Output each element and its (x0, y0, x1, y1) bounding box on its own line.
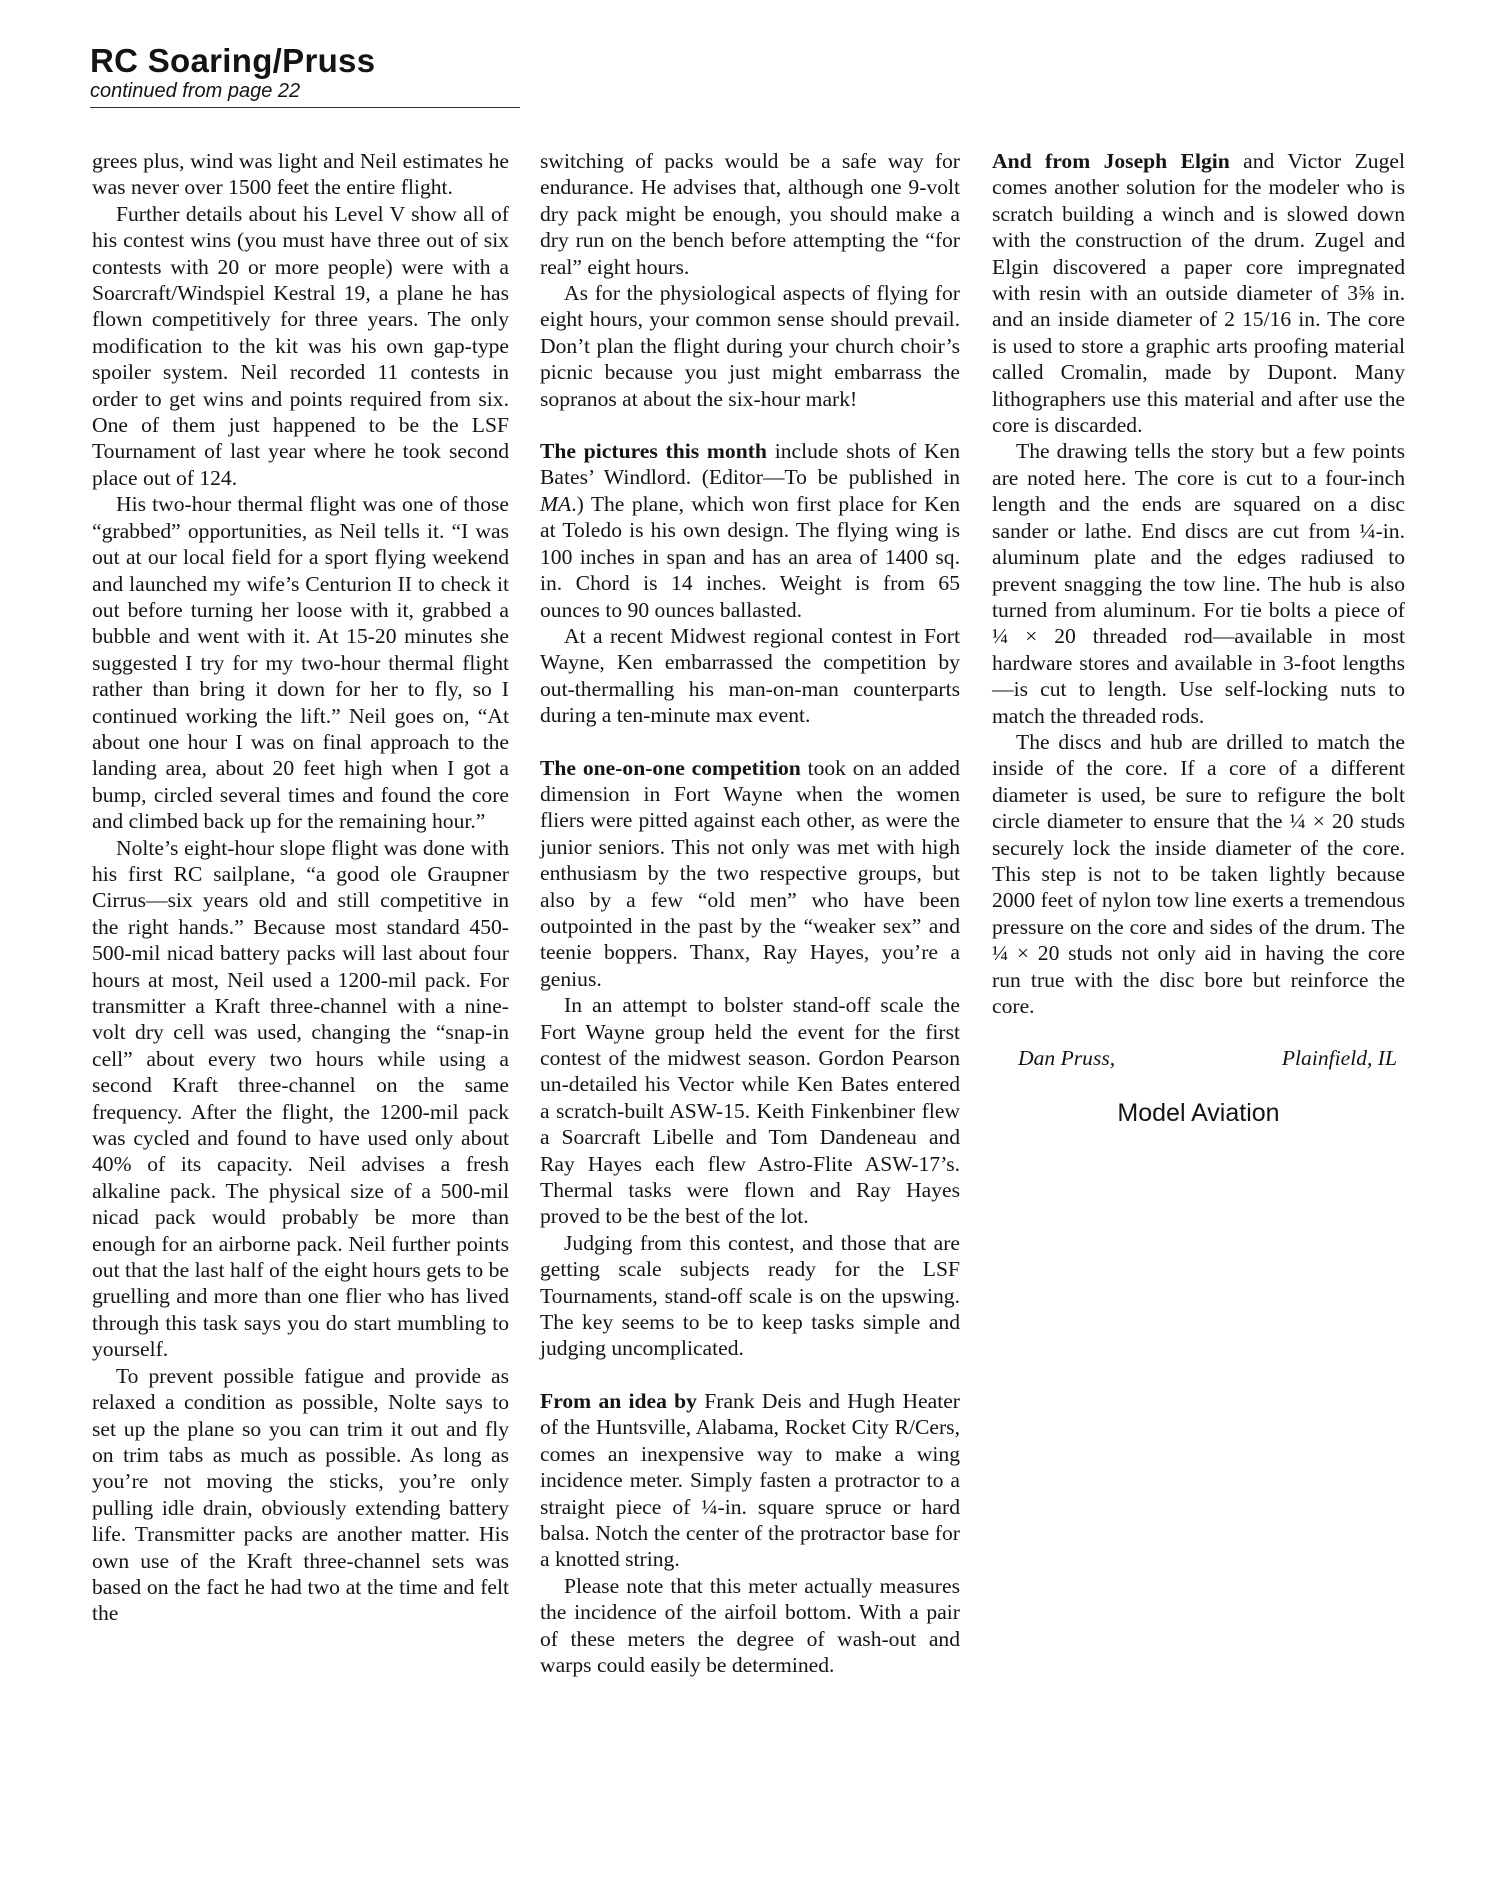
run-in-head: And from Joseph Elgin (992, 149, 1230, 173)
article-header (90, 42, 520, 108)
run-in-head: The one-on-one competition (540, 755, 801, 780)
page-title: RC Soaring/Pruss (90, 42, 376, 79)
column-2 (540, 148, 960, 1678)
magazine-name: Model Aviation (1117, 1098, 1280, 1127)
paragraph: At a recent Midwest regional contest in Fort Wayne, Ken embarrassed the competition by out-thermalling his man-on-man counterparts during a ten-minute max event. (540, 623, 960, 728)
author-name: Dan Pruss, (1018, 1046, 1116, 1071)
paragraph: As for the physiological aspects of flying for eight hours, your common sense should prevail. Don’t plan the flight during your church choir’s picnic because you just might embarrass the sopranos at about the six-hour mark! (540, 281, 960, 411)
magazine-abbrev: MA (540, 491, 572, 516)
author-signature (992, 1045, 1405, 1071)
paragraph: From an idea by Frank Deis and Hugh Heater of the Huntsville, Alabama, Rocket City R/Cers, comes an inexpensive way to make a wing incidence meter. Simply fasten a protractor to a straight piece of ¼-in. square spruce or hard balsa. Notch the center of the protractor base for a knotted string. (540, 1388, 960, 1572)
paragraph: And from Joseph Elgin and Victor Zugel comes another solution for the modeler who is scratch building a winch and is slowed down with the construction of the drum. Zugel and Elgin discovered a paper core impregnated with resin with an outside diameter of 3⅝ in. and an inside diameter of 2 15/16 in. The core is used to store a graphic arts proofing material called Cromalin, made by Dupont. Many lithographers use this material and after use the core is discarded. (992, 149, 1405, 438)
paragraph: The one-on-one competition took on an added dimension in Fort Wayne when the women fliers were pitted against each other, as were the junior seniors. This not only was met with high enthusiasm by the two respective groups, but also by a few “old men” who have been outpointed in the past by the “weaker sex” and teenie boppers. Thanx, Ray Hayes, you’re a genius. (540, 755, 960, 991)
column-3 (992, 148, 1405, 1128)
paragraph: switching of packs would be a safe way for endurance. He advises that, although one 9-volt dry pack might be enough, you should make a dry run on the bench before attempting the “for real” eight hours. (540, 149, 960, 279)
author-location: Plainfield, IL (1281, 1046, 1397, 1071)
paragraph: grees plus, wind was light and Neil estimates he was never over 1500 feet the entire flight. (92, 149, 509, 200)
run-in-head: The pictures this month (540, 439, 767, 464)
paragraph: Further details about his Level V show all of his contest wins (you must have three out of six contests with 20 or more people) were with a Soarcraft/Windspiel Kestral 19, a plane he has flown competitively for three years. The only modification to the kit was his own gap-type spoiler system. Neil recorded 11 contests in order to get wins and points required from six. One of them just happened to be the LSF Tournament of last year where he took second place out of 124. (92, 201, 509, 490)
header-rule (90, 107, 520, 108)
run-in-head: From an idea by (540, 1388, 697, 1413)
paragraph: In an attempt to bolster stand-off scale the Fort Wayne group held the event for the first contest of the midwest season. Gordon Pearson un-detailed his Vector while Ken Bates entered a scratch-built ASW-15. Keith Finkenbiner flew a Soarcraft Libelle and Tom Dandeneau and Ray Hayes each flew Astro-Flite ASW-17’s. Thermal tasks were flown and Ray Hayes proved to be the best of the lot. (540, 993, 960, 1229)
paragraph: To prevent possible fatigue and provide as relaxed a condition as possible, Nolte says to set up the plane so you can trim it out and fly on trim tabs as much as possible. As long as you’re not moving the sticks, you’re only pulling idle drain, obviously extending battery life. Transmitter packs are another matter. His own use of the Kraft three-channel sets was based on the fact he had two at the time and felt the (92, 1363, 509, 1626)
paragraph: Nolte’s eight-hour slope flight was done with his first RC sailplane, “a good ole Graupner Cirrus—six years old and still competitive in the right hands.” Because most standard 450-500-mil nicad battery packs will last about four hours at most, Neil used a 1200-mil pack. For transmitter a Kraft three-channel with a nine-volt dry cell was used, changing the “snap-in cell” about every two hours while using a second Kraft three-channel on the same frequency. After the flight, the 1200-mil pack was cycled and found to have used only about 40% of its capacity. Neil advises a fresh alkaline pack. The physical size of a 500-mil nicad pack would probably be more than enough for an airborne pack. Neil further points out that the last half of the eight hours gets to be gruelling and more than one flier who has lived through this task says you do start mumbling to yourself. (92, 835, 509, 1362)
paragraph: The drawing tells the story but a few points are noted here. The core is cut to a four-inch length and the ends are squared on a disc sander or lathe. End discs are cut from ¼-in. aluminum plate and the edges radiused to prevent snagging the tow line. The hub is also turned from aluminum. For tie bolts a piece of ¼ × 20 threaded rod—available in most hardware stores and available in 3-foot lengths—is cut to length. Use self-locking nuts to match the threaded rods. (992, 439, 1405, 728)
paragraph: His two-hour thermal flight was one of those “grabbed” opportunities, as Neil tells it. “I was out at our local field for a sport flying weekend and launched my wife’s Centurion II to check it out before turning her loose with it, grabbed a bubble and went with it. At 15-20 minutes she suggested I try for my two-hour thermal flight rather than bring it down for her to fly, so I continued working the lift.” Neil goes on, “At about one hour I was on final approach to the landing area, about 20 feet high when I got a bump, circled several times and found the core and climbed back up for the remaining hour.” (92, 492, 509, 834)
paragraph: Please note that this meter actually measures the incidence of the airfoil bottom. With a pair of these meters the degree of wash-out and warps could easily be determined. (540, 1573, 960, 1677)
paragraph: The pictures this month include shots of Ken Bates’ Windlord. (Editor—To be published in MA.) The plane, which won first place for Ken at Toledo is his own design. The flying wing is 100 inches in span and has an area of 1400 sq. in. Chord is 14 inches. Weight is from 65 ounces to 90 ounces ballasted. (540, 439, 961, 622)
paragraph: Judging from this contest, and those that are getting scale subjects ready for the LSF Tournaments, stand-off scale is on the upswing. The key seems to be to keep tasks simple and judging uncomplicated. (540, 1230, 960, 1361)
column-1 (92, 148, 509, 1627)
continued-note: continued from page 22 (90, 80, 301, 102)
paragraph: The discs and hub are drilled to match the inside of the core. If a core of a different diameter is used, be sure to refigure the bolt circle diameter to ensure that the ¼ × 20 studs securely lock the inside diameter of the core. This step is not to be taken lightly because 2000 feet of nylon tow line exerts a tremendous pressure on the core and sides of the drum. The ¼ × 20 studs not only aid in having the core run true with the disc bore but reinforce the core. (992, 729, 1405, 1018)
